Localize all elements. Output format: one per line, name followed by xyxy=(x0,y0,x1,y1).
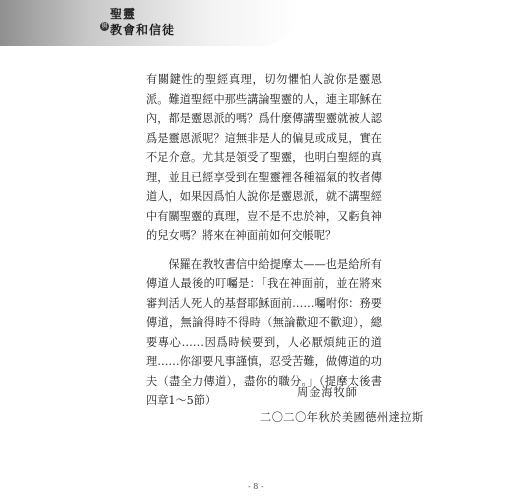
page-number: - 8 - xyxy=(248,482,264,491)
header-title-line1: 聖靈 xyxy=(110,7,137,21)
body-text xyxy=(146,70,382,411)
signature-name: 周金海牧師 xyxy=(297,386,358,399)
header-mark-icon: 與 xyxy=(101,23,108,30)
running-header xyxy=(0,0,520,46)
signature-date-place: 二〇二〇年秋於美國德州達拉斯 xyxy=(260,411,424,424)
header-title-line2: 教會和信徒 xyxy=(110,23,176,37)
paragraph-1: 有關鍵性的聖經真理，切勿懼怕人說你是靈恩派。難道聖經中那些講論聖靈的人，連主耶穌在內，都是靈恩派的嗎？爲什麼傳講聖靈就被人認爲是靈恩派呢？這無非是人的偏見或成見，實在不足介意。尤其是領受了聖靈，也明白聖經的真理，並且已經享受到在聖靈裡各種福氣的牧者傳道人，如果因爲怕人說你是靈恩派，就不講聖經中有關聖靈的真理，豈不是不忠於神，又虧負神的兒女嗎？將來在神面前如何交帳呢？ xyxy=(146,73,382,242)
paragraph-2: 保羅在教牧書信中給提摩太——也是給所有傳道人最後的叮囑是：「我在神面前，並在將來審判活人死人的基督耶穌面前……囑咐你：務要傳道，無論得時不得時（無論歡迎不歡迎），總要專心……因爲時候要到，人必厭煩純正的道理……你卻要凡事謹慎，忍受苦難，做傳道的功夫（盡全力傳道），盡你的職分。」（提摩太後書四章1～5節） xyxy=(146,257,382,407)
